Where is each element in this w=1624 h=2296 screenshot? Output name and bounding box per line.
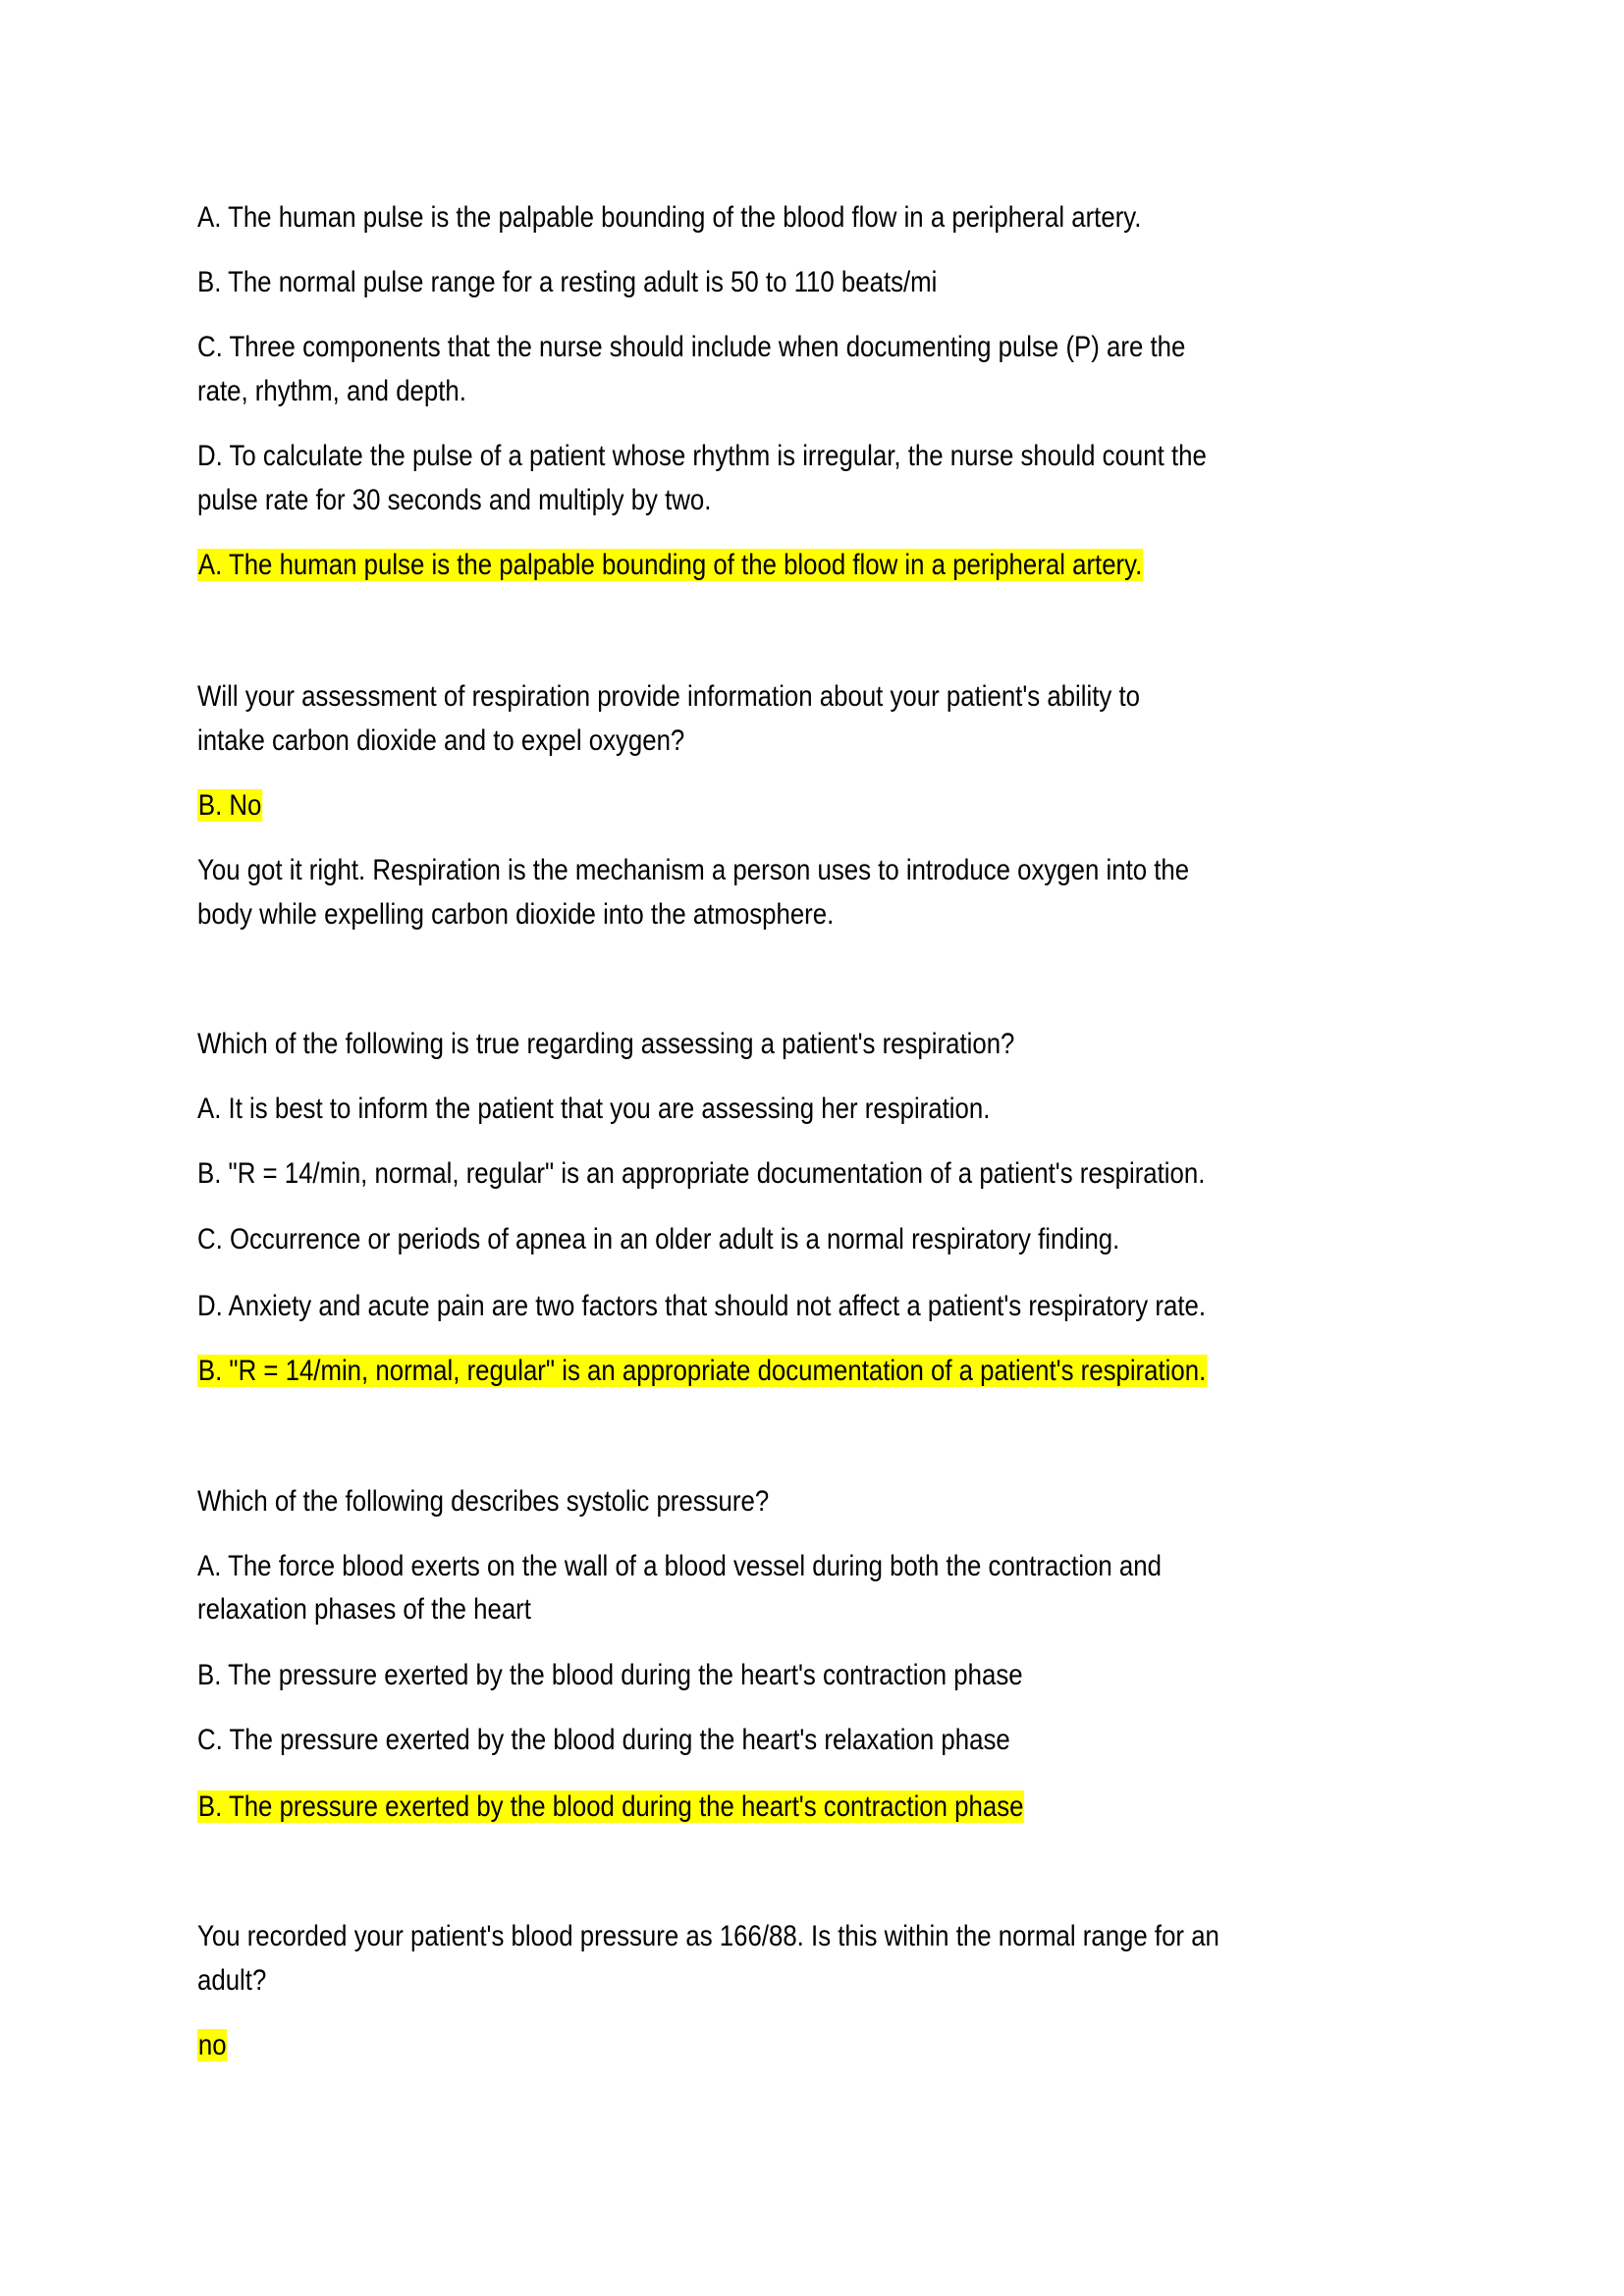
option-text: A. The human pulse is the palpable bounding of the blood flow in a peripheral artery.	[197, 201, 1142, 234]
answer-line	[197, 784, 262, 828]
feedback-text: body while expelling carbon dioxide into the atmosphere.	[197, 898, 835, 931]
option-text: B. The pressure exerted by the blood during the heart's contraction phase	[197, 1659, 1023, 1691]
option-text: relaxation phases of the heart	[197, 1593, 531, 1626]
highlighted-answer: A. The human pulse is the palpable bounding of the blood flow in a peripheral artery.	[197, 549, 1143, 581]
option-text: D. Anxiety and acute pain are two factors that should not affect a patient's respiratory rate.	[197, 1290, 1207, 1322]
answer-line	[197, 1786, 1024, 1829]
highlighted-answer: B. No	[197, 789, 262, 822]
option-text: D. To calculate the pulse of a patient whose rhythm is irregular, the nurse should count the	[197, 440, 1207, 472]
option-text: C. Occurrence or periods of apnea in an older adult is a normal respiratory finding.	[197, 1223, 1120, 1255]
option-text: C. The pressure exerted by the blood during the heart's relaxation phase	[197, 1724, 1010, 1756]
question-text: Will your assessment of respiration provide information about your patient's ability to	[197, 680, 1140, 713]
highlighted-answer: B. "R = 14/min, normal, regular" is an appropriate documentation of a patient's respiration.	[197, 1355, 1207, 1387]
answer-line	[197, 2024, 227, 2067]
question-text: Which of the following describes systolic pressure?	[197, 1485, 770, 1518]
option-text: B. The normal pulse range for a resting adult is 50 to 110 beats/mi	[197, 266, 938, 298]
option-text: B. "R = 14/min, normal, regular" is an appropriate documentation of a patient's respiration.	[197, 1157, 1206, 1190]
option-text: rate, rhythm, and depth.	[197, 375, 466, 407]
feedback-text: You got it right. Respiration is the mechanism a person uses to introduce oxygen into the	[197, 854, 1190, 886]
option-text: C. Three components that the nurse should include when documenting pulse (P) are the	[197, 331, 1186, 363]
question-text: Which of the following is true regarding assessing a patient's respiration?	[197, 1028, 1015, 1060]
question-text: You recorded your patient's blood pressure as 166/88. Is this within the normal range for an	[197, 1920, 1219, 1952]
question-text: adult?	[197, 1964, 267, 1997]
option-text: A. It is best to inform the patient that you are assessing her respiration.	[197, 1093, 991, 1125]
answer-line	[197, 544, 1143, 587]
answer-line	[197, 1350, 1207, 1393]
highlighted-answer: no	[197, 2029, 227, 2061]
question-text: intake carbon dioxide and to expel oxygen?	[197, 724, 685, 757]
option-text: pulse rate for 30 seconds and multiply by two.	[197, 484, 712, 516]
option-text: A. The force blood exerts on the wall of a blood vessel during both the contraction and	[197, 1550, 1162, 1582]
highlighted-answer: B. The pressure exerted by the blood during the heart's contraction phase	[197, 1790, 1024, 1823]
